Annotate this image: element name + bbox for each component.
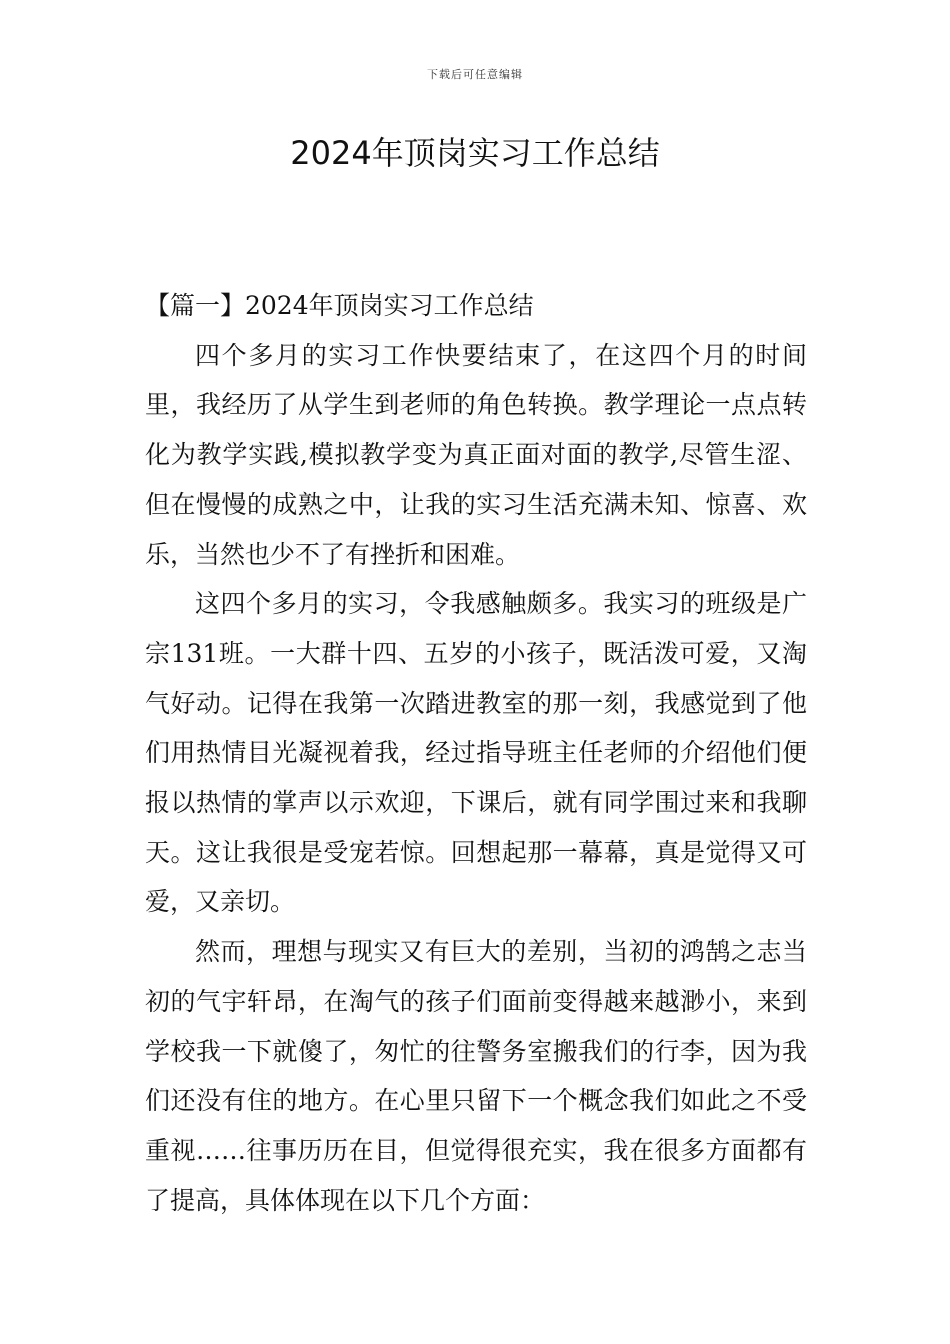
section-heading: 【篇一】2024年顶岗实习工作总结 [145, 291, 534, 320]
document-title: 2024年顶岗实习工作总结 [290, 134, 660, 172]
paragraph-1: 四个多月的实习工作快要结束了，在这四个月的时间里，我经历了从学生到老师的角色转换。教学理论一点点转化为教学实践,模拟教学变为真正面对面的教学,尽管生涩、但在慢慢的成熟之中，让我的实习生活充满未知、惊喜、欢乐，当然也少不了有挫折和困难。 [145, 340, 807, 569]
paragraph-2: 这四个多月的实习，令我感触颇多。我实习的班级是广宗131班。一大群十四、五岁的小孩子，既活泼可爱，又淘气好动。记得在我第一次踏进教室的那一刻，我感觉到了他们用热情目光凝视着我，经过指导班主任老师的介绍他们便报以热情的掌声以示欢迎，下课后，就有同学围过来和我聊天。这让我很是受宠若惊。回想起那一幕幕，真是觉得又可爱，又亲切。 [145, 589, 807, 917]
document-body [145, 281, 807, 1225]
header-note: 下载后可任意编辑 [427, 68, 523, 81]
paragraph-3: 然而，理想与现实又有巨大的差别，当初的鸿鹄之志当初的气宇轩昂，在淘气的孩子们面前变得越来越渺小，来到学校我一下就傻了，匆忙的往警务室搬我们的行李，因为我们还没有住的地方。在心里只留下一个概念我们如此之不受重视……往事历历在目，但觉得很充实，我在很多方面都有了提高，具体体现在以下几个方面： [145, 937, 807, 1215]
